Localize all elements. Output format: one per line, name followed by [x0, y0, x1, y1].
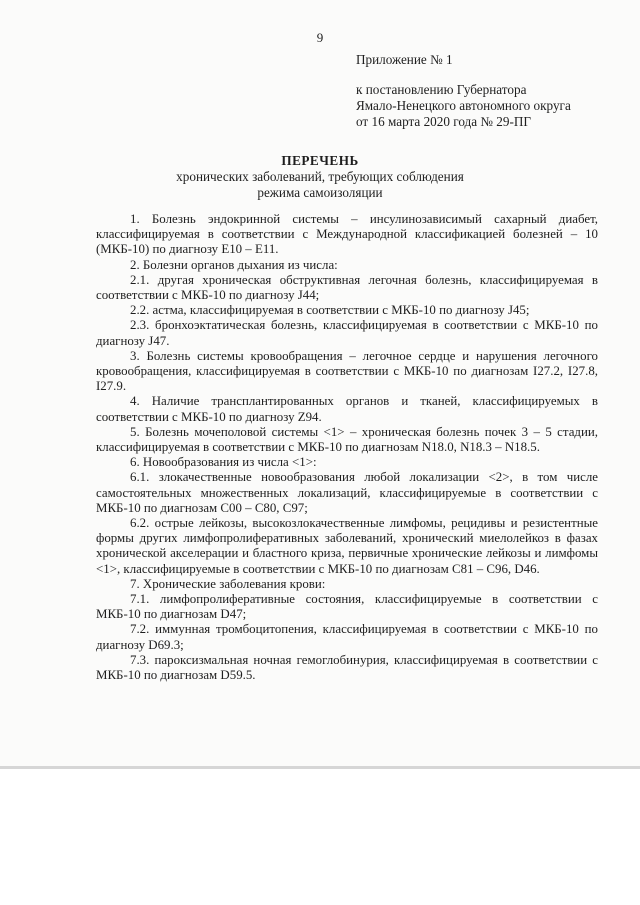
list-item-7: 7. Хронические заболевания крови:: [130, 576, 326, 591]
list-item-1: 1. Болезнь эндокринной системы – инсулинозависимый сахарный диабет, классифицируемая в соответствии с Международной классификацией болезней – 10 (МКБ-10) по диагнозу E10 – E11.: [96, 212, 598, 257]
appendix-title: Приложение № 1: [356, 52, 453, 67]
document-title: ПЕРЕЧЕНЬ: [281, 153, 359, 168]
list-item-6: 6. Новообразования из числа <1>:: [130, 455, 317, 470]
appendix-line-2: Ямало-Ненецкого автономного округа: [356, 98, 571, 113]
list-item-6-1: 6.1. злокачественные новообразования любой локализации <2>, в том числе самостоятельных множественных локализаций, классифицируемые в соответствии с МКБ-10 по диагнозам C00 – C80, C97;: [96, 470, 598, 515]
disease-list: [96, 212, 598, 683]
list-item-4: 4. Наличие трансплантированных органов и тканей, классифицируемых в соответствии с МКБ-10 по диагнозу Z94.: [96, 394, 598, 424]
list-item-5: 5. Болезнь мочеполовой системы <1> – хроническая болезнь почек 3 – 5 стадии, классифицируемая в соответствии с МКБ-10 по диагнозам N18.0, N18.3 – N18.5.: [96, 424, 598, 455]
list-item-7-3: 7.3. пароксизмальная ночная гемоглобинурия, классифицируемая в соответствии с МКБ-10 по диагнозам D59.5.: [96, 652, 598, 683]
document-subtitle-2: режима самоизоляции: [257, 185, 383, 200]
scan-edge: [0, 766, 640, 769]
list-item-6-2: 6.2. острые лейкозы, высокозлокачественные лимфомы, рецидивы и резистентные формы других лимфопролиферативных заболеваний, хронический миелолейкоз в фазах хронической акселерации и бластного криза, первичные хронические лейкозы и лимфомы <1>, классифицируемые в соответствии с МКБ-10 по диагнозам C81 – C96, D46.: [96, 516, 598, 576]
list-item-2-2: 2.2. астма, классифицируемая в соответствии с МКБ-10 по диагнозу J45;: [130, 303, 530, 318]
list-item-2: 2. Болезни органов дыхания из числа:: [130, 257, 338, 272]
list-item-3: 3. Болезнь системы кровообращения – легочное сердце и нарушения легочного кровообращения, классифицируемая в соответствии с МКБ-10 по диагнозам I27.2, I27.8, I27.9.: [96, 348, 598, 394]
list-item-7-2: 7.2. иммунная тромбоцитопения, классифицируемая в соответствии с МКБ-10 по диагнозу D69.3;: [96, 622, 598, 652]
list-item-2-3: 2.3. бронхоэктатическая болезнь, классифицируемая в соответствии с МКБ-10 по диагнозу J47.: [96, 318, 598, 348]
appendix-line-1: к постановлению Губернатора: [356, 82, 527, 97]
appendix-line-3: от 16 марта 2020 года № 29-ПГ: [356, 114, 531, 129]
page-number: 9: [316, 30, 324, 45]
list-item-2-1: 2.1. другая хроническая обструктивная легочная болезнь, классифицируемая в соответствии с МКБ-10 по диагнозу J44;: [96, 272, 598, 303]
list-item-7-1: 7.1. лимфопролиферативные состояния, классифицируемые в соответствии с МКБ-10 по диагнозам D47;: [96, 592, 598, 622]
document-subtitle-1: хронических заболеваний, требующих соблюдения: [176, 169, 464, 184]
